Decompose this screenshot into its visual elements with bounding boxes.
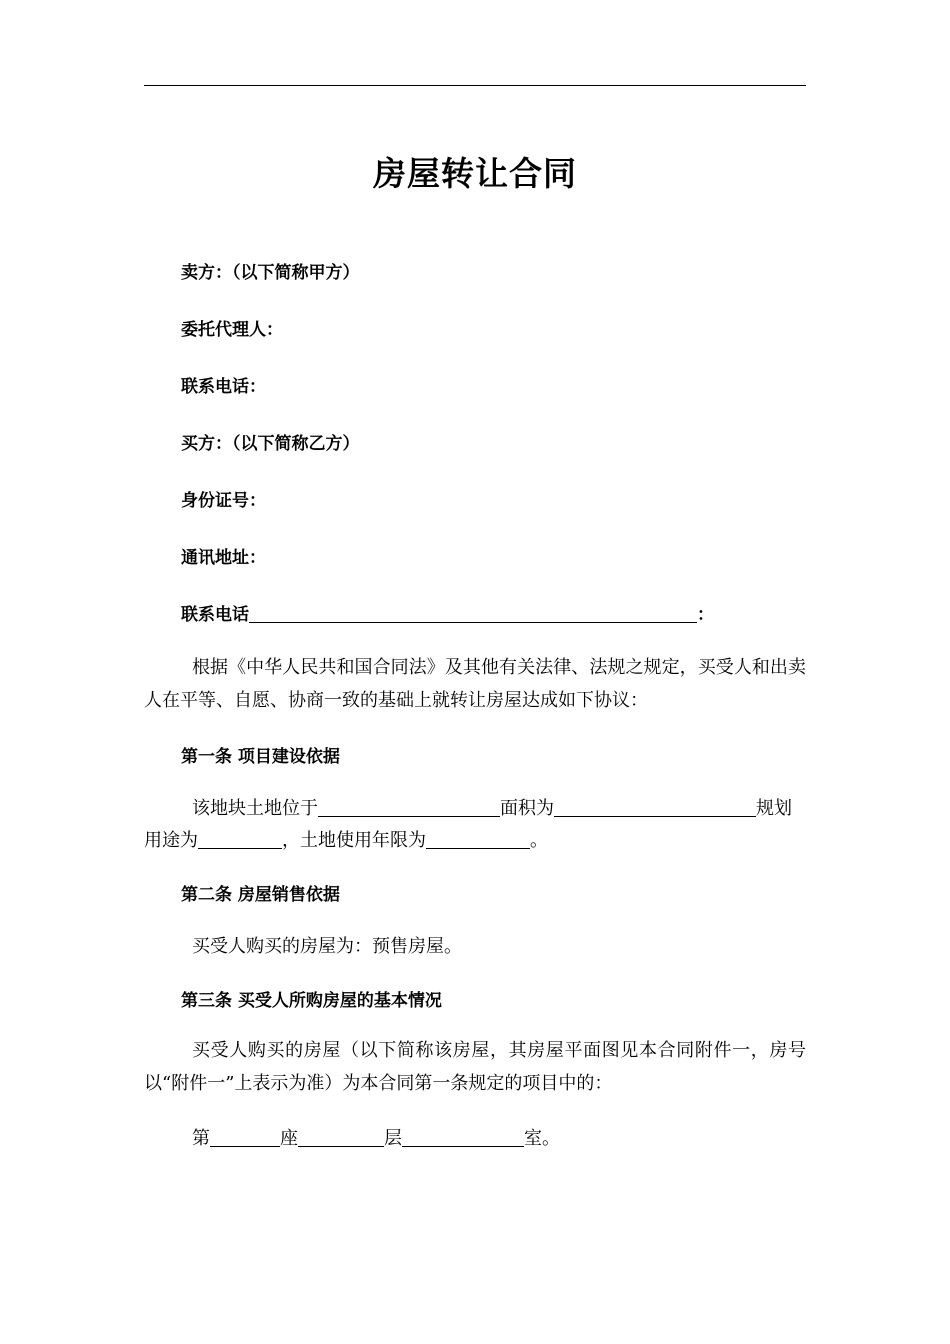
buyer-phone-label: 联系电话 <box>181 605 249 625</box>
article1-line2 <box>144 826 548 852</box>
floor-label: 层 <box>384 1128 402 1149</box>
use-label: 用途为 <box>144 830 198 851</box>
unit-prefix: 第 <box>192 1128 210 1149</box>
article3-unit-line <box>192 1124 560 1150</box>
years-label: ，土地使用年限为 <box>282 830 426 851</box>
article2-text: 买受人购买的房屋为：预售房屋。 <box>192 936 462 957</box>
preamble-paragraph: 根据《中华人民共和国合同法》及其他有关法律、法规之规定，买受人和出卖人在平等、自愿、协商一致的基础上就转让房屋达成如下协议： <box>144 657 806 711</box>
location-label: 该地块土地位于 <box>192 798 318 819</box>
article3-heading: 第三条 买受人所购房屋的基本情况 <box>181 991 442 1011</box>
agent-line: 委托代理人： <box>181 320 283 340</box>
area-blank <box>554 798 756 817</box>
buyer-phone-line <box>181 600 714 625</box>
address-line: 通讯地址： <box>181 548 266 568</box>
buyer-phone-suffix: ： <box>697 605 714 625</box>
seller-phone-line: 联系电话： <box>181 377 266 397</box>
location-blank <box>318 798 500 817</box>
area-label: 面积为 <box>500 798 554 819</box>
article2-heading: 第二条 房屋销售依据 <box>181 885 340 905</box>
header-rule <box>144 85 806 86</box>
article3-paragraph: 买受人购买的房屋（以下简称该房屋，其房屋平面图见本合同附件一，房号以“附件一”上表示为准）为本合同第一条规定的项目中的： <box>144 1040 806 1094</box>
article1-line1 <box>192 794 792 820</box>
room-blank <box>402 1128 524 1147</box>
document-title: 房屋转让合同 <box>373 154 577 193</box>
article1-end: 。 <box>530 830 548 851</box>
buyer-phone-blank <box>249 604 697 623</box>
buyer-line: 买方：（以下简称乙方） <box>181 434 360 454</box>
building-label: 座 <box>280 1128 298 1149</box>
years-blank <box>426 830 530 849</box>
building-blank <box>210 1128 280 1147</box>
planned-use-label: 规划 <box>756 798 792 819</box>
use-blank <box>198 830 282 849</box>
room-label: 室。 <box>524 1128 560 1149</box>
id-number-line: 身份证号： <box>181 491 266 511</box>
seller-line: 卖方：（以下简称甲方） <box>181 263 360 283</box>
floor-blank <box>298 1128 384 1147</box>
article1-heading: 第一条 项目建设依据 <box>181 747 340 767</box>
